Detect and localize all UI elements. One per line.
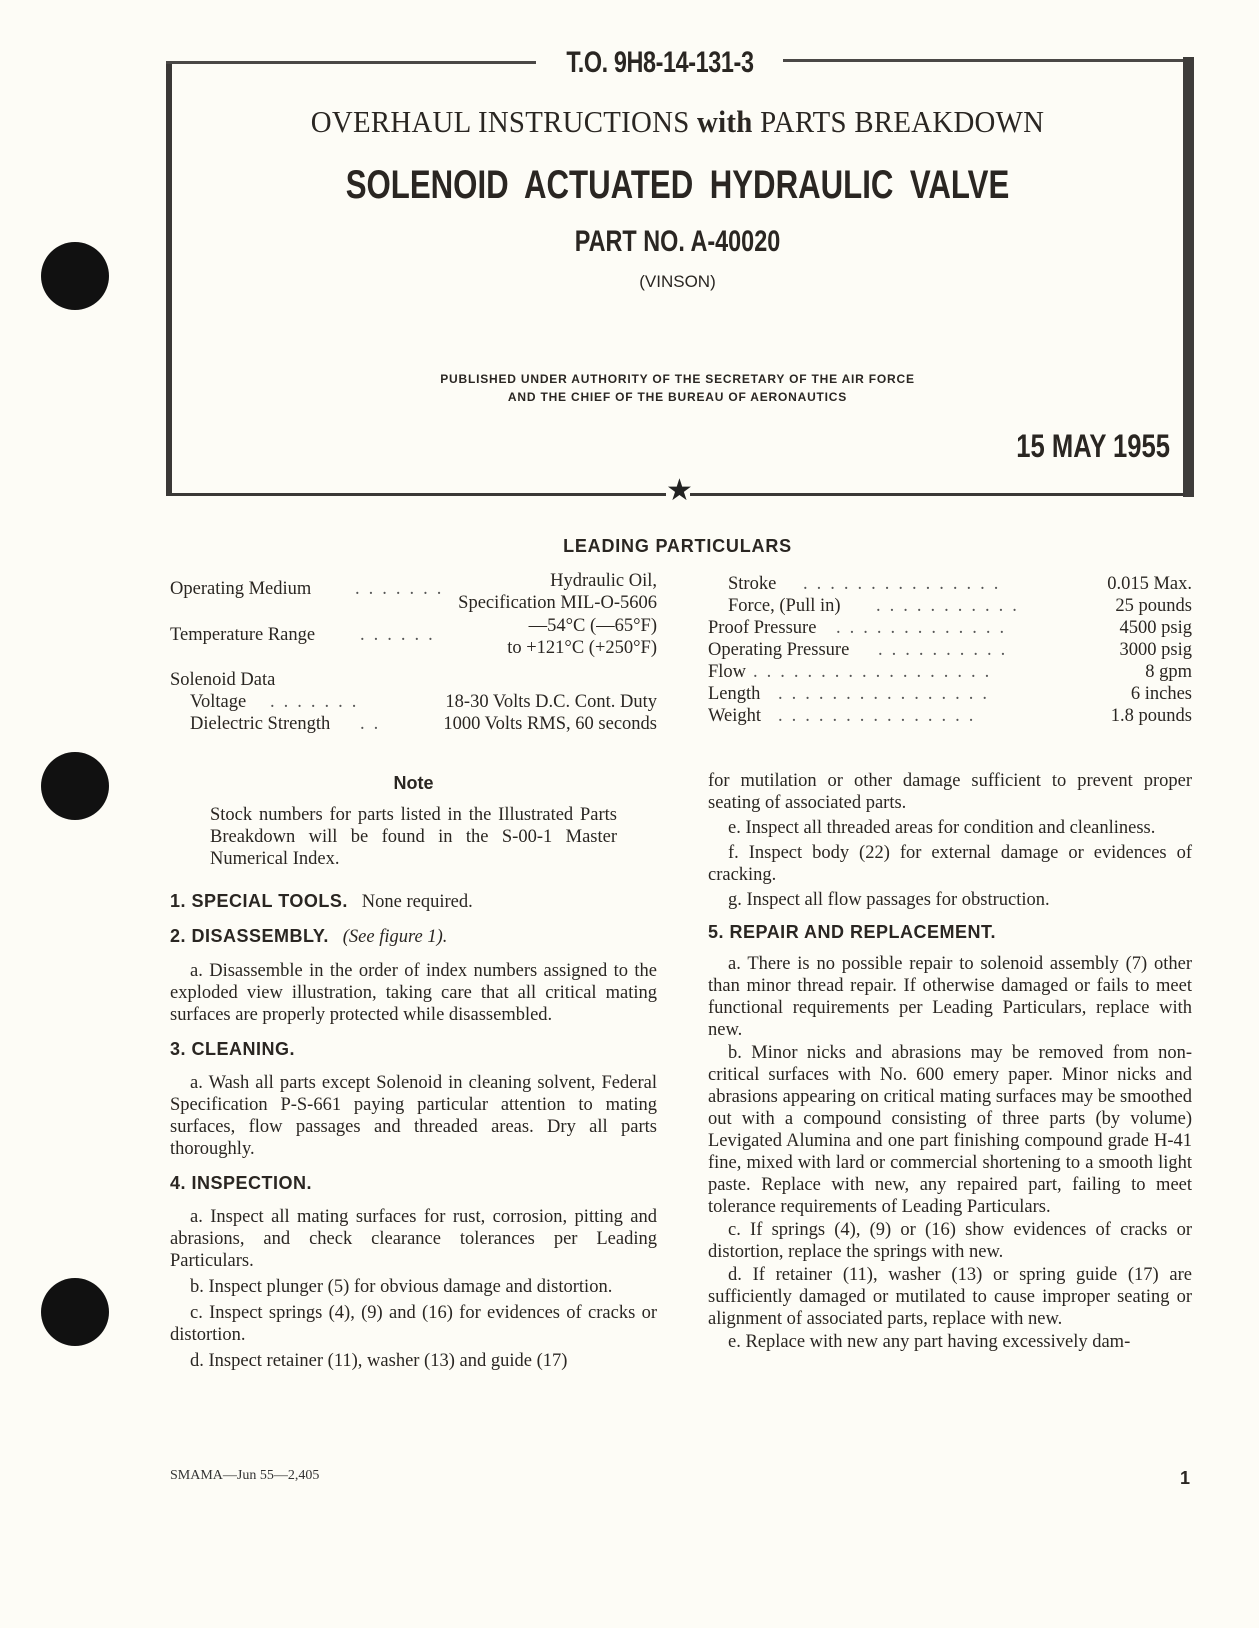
paragraph: e. Replace with new any part having excessively dam- bbox=[728, 1332, 1131, 1352]
paragraph: b. Inspect plunger (5) for obvious damage and distortion. bbox=[190, 1277, 613, 1297]
frame-border-bottom bbox=[166, 493, 666, 496]
heading-part: with bbox=[697, 104, 753, 139]
spec-label: Length bbox=[708, 684, 761, 704]
page-title: SOLENOID ACTUATED HYDRAULIC VALVE bbox=[345, 163, 1010, 207]
spec-label: Operating Pressure bbox=[708, 640, 850, 660]
spec-value: 1.8 pounds bbox=[1110, 706, 1192, 726]
frame-border-bottom bbox=[690, 493, 1185, 496]
spec-value: 6 inches bbox=[1130, 684, 1192, 704]
paragraph: g. Inspect all flow passages for obstruction. bbox=[728, 890, 1050, 910]
paragraph: c. Inspect springs (4), (9) and (16) for evidences of cracks or distortion. bbox=[170, 1303, 657, 1345]
paragraph: a. There is no possible repair to solenoid assembly (7) other than minor thread repair. If otherwise damaged or fails to meet functional requirements per Leading Particulars, replace with new. bbox=[708, 954, 1192, 1040]
note-text: Stock numbers for parts listed in the Illustrated Parts Breakdown will be found in the S-00-1 Master Numerical Index. bbox=[210, 805, 617, 869]
leading-particulars-title: LEADING PARTICULARS bbox=[563, 536, 792, 556]
leader-dots: .......... bbox=[878, 640, 1015, 660]
binder-hole bbox=[41, 242, 109, 310]
paragraph: a. Inspect all mating surfaces for rust, corrosion, pitting and abrasions, and check clearance tolerances per Leading Particulars. bbox=[170, 1207, 657, 1271]
paragraph: for mutilation or other damage sufficient to prevent proper seating of associated parts. bbox=[708, 771, 1192, 813]
section-text: None required. bbox=[361, 892, 473, 912]
star-icon: ★ bbox=[666, 473, 693, 508]
frame-border-top bbox=[166, 61, 536, 64]
spec-value: Specification MIL-O-5606 bbox=[458, 593, 657, 613]
technical-order-number: T.O. 9H8-14-131-3 bbox=[566, 46, 754, 79]
authority-line: PUBLISHED UNDER AUTHORITY OF THE SECRETARY OF THE AIR FORCE bbox=[440, 372, 915, 386]
heading-part: OVERHAUL INSTRUCTIONS bbox=[310, 104, 690, 139]
left-column bbox=[170, 772, 657, 1372]
leader-dots: ............. bbox=[836, 618, 1014, 638]
leader-dots: ....... bbox=[355, 579, 451, 599]
leader-dots: ....... bbox=[270, 692, 366, 712]
spec-label: Flow bbox=[708, 662, 747, 682]
particulars-left bbox=[170, 571, 657, 738]
spec-group-label: Solenoid Data bbox=[170, 670, 276, 690]
binder-hole bbox=[41, 1278, 109, 1346]
leader-dots: ................ bbox=[778, 684, 996, 704]
paragraph: e. Inspect all threaded areas for condition and cleanliness. bbox=[728, 818, 1156, 838]
binder-hole bbox=[41, 752, 109, 820]
section-heading: 4. INSPECTION. bbox=[170, 1173, 313, 1193]
section-heading: 3. CLEANING. bbox=[170, 1039, 296, 1059]
spec-value: 4500 psig bbox=[1119, 618, 1192, 638]
spec-value: to +121°C (+250°F) bbox=[507, 638, 657, 658]
paragraph: d. Inspect retainer (11), washer (13) and guide (17) bbox=[190, 1351, 568, 1371]
spec-label: Temperature Range bbox=[170, 625, 316, 645]
section-heading: 1. SPECIAL TOOLS. bbox=[170, 891, 348, 911]
spec-label: Proof Pressure bbox=[708, 618, 817, 638]
publication-date: 15 MAY 1955 bbox=[1016, 428, 1170, 464]
leader-dots: ............... bbox=[803, 574, 1008, 594]
manufacturer: (VINSON) bbox=[639, 272, 716, 291]
spec-value: 1000 Volts RMS, 60 seconds bbox=[443, 714, 657, 734]
paragraph: a. Disassemble in the order of index numbers assigned to the exploded view illustration, taking care that all critical mating surfaces are properly protected while disassembled. bbox=[170, 961, 657, 1025]
heading-part: PARTS BREAKDOWN bbox=[760, 104, 1045, 139]
paragraph: f. Inspect body (22) for external damage or evidences of cracking. bbox=[708, 843, 1192, 885]
spec-label: Force, (Pull in) bbox=[728, 596, 841, 616]
frame-border-top bbox=[783, 59, 1183, 62]
spec-value: 25 pounds bbox=[1115, 596, 1192, 616]
paragraph: d. If retainer (11), washer (13) or spring guide (17) are sufficiently damaged or mutilated to cause improper seating or alignment of associated parts, replace with new. bbox=[708, 1265, 1192, 1329]
particulars-right bbox=[708, 573, 1192, 733]
leader-dots: ........... bbox=[876, 596, 1026, 616]
spec-value: 0.015 Max. bbox=[1107, 574, 1192, 594]
paragraph: a. Wash all parts except Solenoid in cleaning solvent, Federal Specification P-S-661 paying particular attention to mating surfaces, flow passages and threaded areas. Dry all parts thoroughly. bbox=[170, 1073, 657, 1159]
spec-value: 8 gpm bbox=[1145, 662, 1192, 682]
leader-dots: .. bbox=[360, 714, 388, 734]
spec-value: 3000 psig bbox=[1119, 640, 1192, 660]
section-heading: 5. REPAIR AND REPLACEMENT. bbox=[708, 922, 997, 942]
leader-dots: ............... bbox=[778, 706, 983, 726]
print-code: SMAMA—Jun 55—2,405 bbox=[170, 1468, 320, 1483]
authority-line: AND THE CHIEF OF THE BUREAU OF AERONAUTICS bbox=[507, 390, 848, 404]
paragraph: c. If springs (4), (9) or (16) show evidences of cracks or distortion, replace the springs with new. bbox=[708, 1220, 1192, 1262]
spec-label: Dielectric Strength bbox=[190, 714, 331, 734]
spec-value: —54°C (—65°F) bbox=[528, 616, 657, 636]
spec-label: Operating Medium bbox=[170, 579, 312, 599]
spec-value: 18-30 Volts D.C. Cont. Duty bbox=[445, 692, 657, 712]
document-type-heading bbox=[207, 104, 1147, 140]
spec-value: Hydraulic Oil, bbox=[550, 571, 657, 591]
section-disassembly bbox=[170, 925, 657, 948]
frame-border-right bbox=[1183, 57, 1194, 497]
spec-label: Stroke bbox=[728, 574, 777, 594]
right-column bbox=[708, 770, 1192, 1353]
section-heading: 2. DISASSEMBLY. bbox=[170, 926, 329, 946]
spec-label: Weight bbox=[708, 706, 761, 726]
paragraph: b. Minor nicks and abrasions may be removed from non-critical surfaces with No. 600 emery paper. Minor nicks and abrasions appearing on critical mating surfaces may be smoothed out with a compound consisting of three parts (by volume) Levigated Alumina and one part finishing compound grade H-41 fine, mixed with lard or commercial shortening to a smooth light paste. Replace with new, any repaired part, failing to meet tolerance requirements of Leading Particulars. bbox=[708, 1043, 1192, 1217]
note-title: Note bbox=[393, 773, 434, 793]
section-special-tools bbox=[170, 890, 657, 913]
spec-label: Voltage bbox=[190, 692, 247, 712]
figure-reference: (See figure 1). bbox=[342, 927, 448, 947]
page-number: 1 bbox=[1180, 1468, 1191, 1488]
part-number: PART NO. A-40020 bbox=[574, 225, 781, 258]
leader-dots: ...... bbox=[360, 625, 442, 645]
leader-dots: .................. bbox=[753, 662, 999, 682]
